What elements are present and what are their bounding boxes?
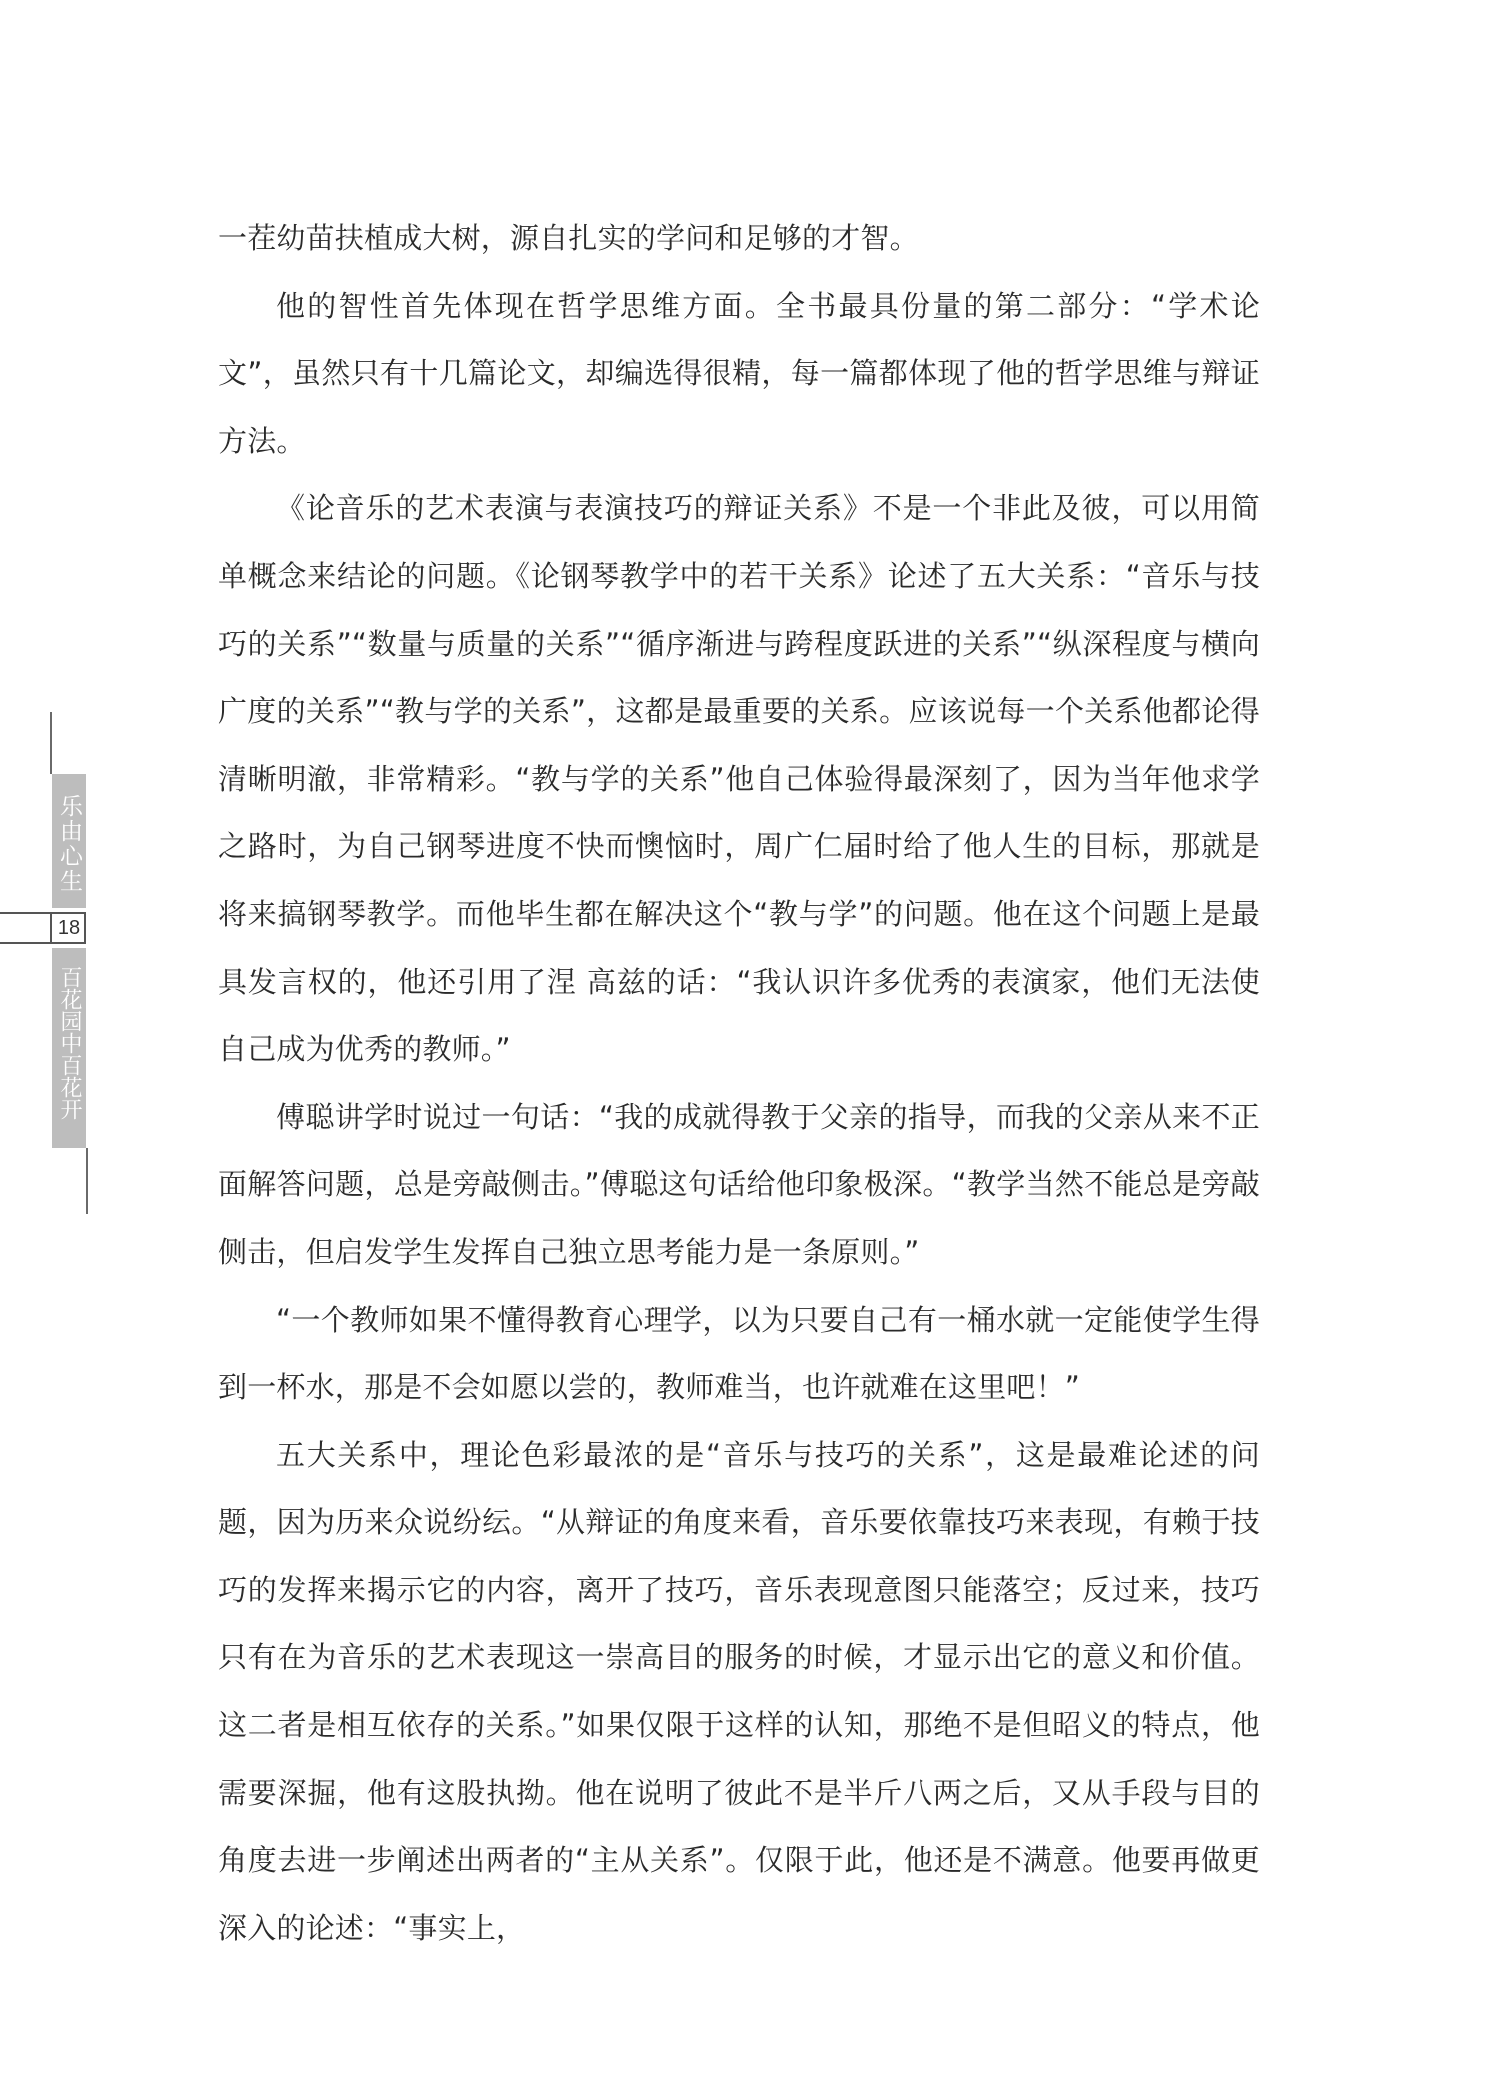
section-label-upper: 乐由心生 bbox=[56, 794, 82, 894]
page-number: 18 bbox=[57, 917, 81, 939]
side-rule-bottom bbox=[86, 1148, 88, 1214]
paragraph: “一个教师如果不懂得教育心理学，以为只要自己有一桶水就一定能使学生得到一杯水，那是不会如愿以尝的，教师难当，也许就难在这里吧！” bbox=[218, 1302, 1260, 1405]
section-label-lower: 百花园中百花开 bbox=[57, 966, 82, 1120]
page-number-box bbox=[0, 912, 86, 944]
section-tab-upper bbox=[52, 774, 86, 908]
paragraph: 一茬幼苗扶植成大树，源自扎实的学问和足够的才智。 bbox=[218, 221, 919, 255]
paragraph: 五大关系中，理论色彩最浓的是“音乐与技巧的关系”，这是最难论述的问题，因为历来众说纷纭。“从辩证的角度来看，音乐要依靠技巧来表现，有赖于技巧的发挥来揭示它的内容，离开了技巧，音乐表现意图只能落空；反过来，技巧只有在为音乐的艺术表现这一崇高目的服务的时候，才显示出它的意义和价值。这二者是相互依存的关系。”如果仅限于这样的认知，那绝不是但昭义的特点，他需要深掘，他有这股执拗。他在说明了彼此不是半斤八两之后，又从手段与目的角度去进一步阐述出两者的“主从关系”。仅限于此，他还是不满意。他要再做更深入的论述：“事实上， bbox=[218, 1437, 1260, 1945]
section-tab-lower bbox=[52, 948, 86, 1148]
paragraph: 《论音乐的艺术表演与表演技巧的辩证关系》不是一个非此及彼，可以用简单概念来结论的问题。《论钢琴教学中的若干关系》论述了五大关系：“音乐与技巧的关系”“数量与质量的关系”“循序渐进与跨程度跃进的关系”“纵深程度与横向广度的关系”“教与学的关系”，这都是最重要的关系。应该说每一个关系他都论得清晰明澈，非常精彩。“教与学的关系”他自己体验得最深刻了，因为当年他求学之路时，为自己钢琴进度不快而懊恼时，周广仁届时给了他人生的目标，那就是将来搞钢琴教学。而他毕生都在解决这个“教与学”的问题。他在这个问题上是最具发言权的，他还引用了涅 高兹的话：“我认识许多优秀的表演家，他们无法使自己成为优秀的教师。” bbox=[218, 491, 1260, 1067]
side-rule-top bbox=[50, 712, 52, 774]
paragraph: 傅聪讲学时说过一句话：“我的成就得教于父亲的指导，而我的父亲从来不正面解答问题，总是旁敲侧击。”傅聪这句话给他印象极深。“教学当然不能总是旁敲侧击，但启发学生发挥自己独立思考能力是一条原则。” bbox=[218, 1099, 1260, 1269]
body-text bbox=[218, 205, 1260, 1962]
paragraph: 他的智性首先体现在哲学思维方面。全书最具份量的第二部分：“学术论文”，虽然只有十几篇论文，却编选得很精，每一篇都体现了他的哲学思维与辩证方法。 bbox=[218, 288, 1260, 458]
